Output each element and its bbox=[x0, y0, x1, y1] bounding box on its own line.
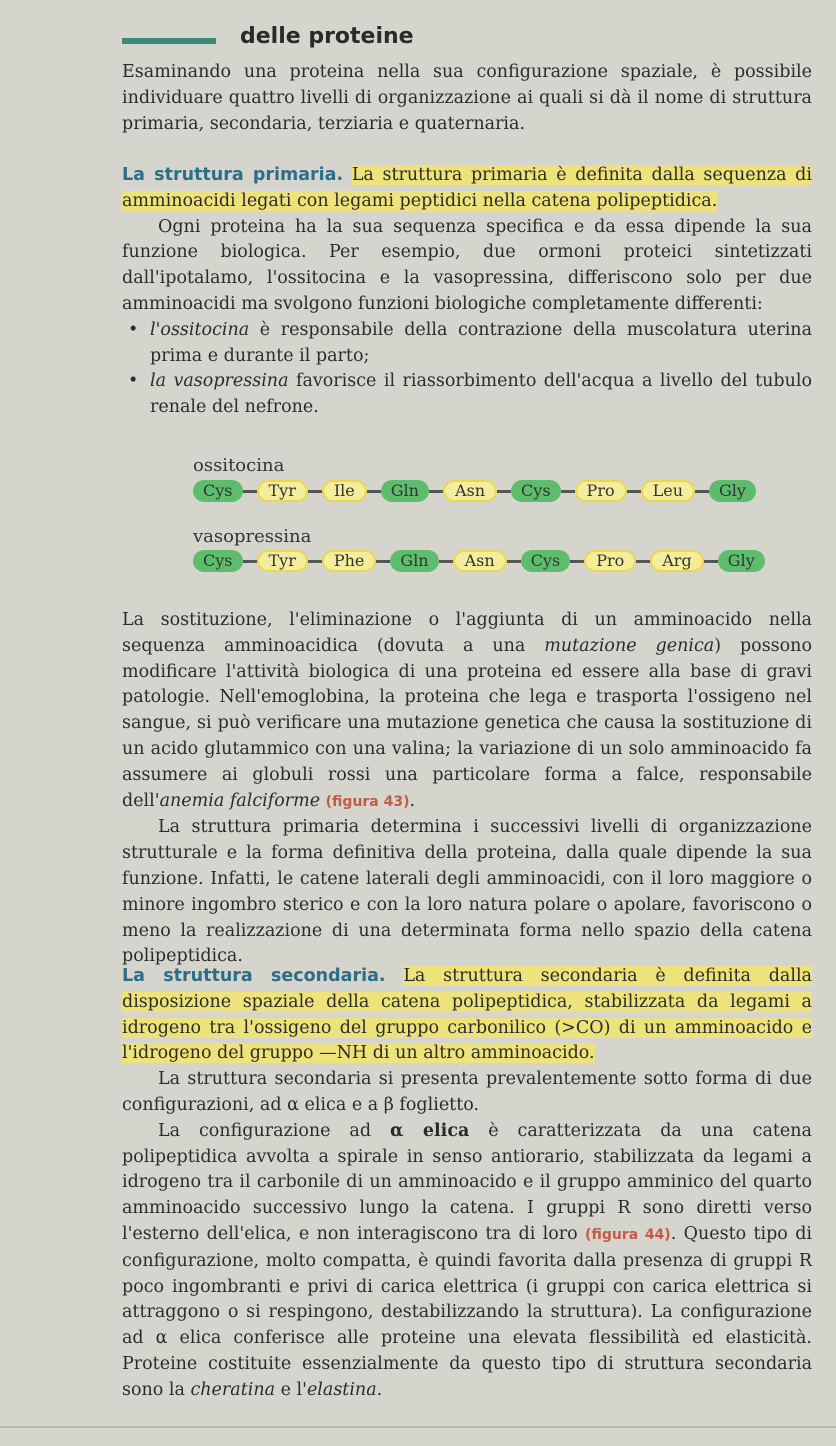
amino-acid-gly: Gly bbox=[718, 550, 765, 572]
amino-acid-pro: Pro bbox=[584, 550, 636, 572]
page-title: delle proteine bbox=[240, 24, 414, 49]
section-mutation bbox=[122, 608, 812, 970]
amino-acid-gly: Gly bbox=[709, 480, 756, 502]
mutation-paragraph: La sostituzione, l'eliminazione o l'aggiunta di un amminoacido nella sequenza amminoacidica (dovuta a una mutazione genica) possono modificare l'attività biologica di una proteina ed essere alla base di gravi patologie. Nell'emoglobina, la proteina che lega e trasporta l'ossigeno nel sangue, si può verificare una mutazione genetica che causa la sostituzione di un acido glutammico con una valina; la variazione di un solo amminoacido fa assumere ai globuli rossi una particolare forma a falce, responsabile dell'anemia falciforme (figura 43). bbox=[122, 610, 812, 811]
peptide-bond bbox=[636, 560, 650, 563]
amino-acid-arg: Arg bbox=[650, 550, 703, 572]
secondaria-paragraph-2: La configurazione ad α elica è caratterizzata da una catena polipeptidica avvolta a spirale in senso antiorario, stabilizzata da legami a idrogeno tra il carbonile di un amminoacido e il gruppo amminico del quarto amminoacido successivo lungo la catena. I gruppi R sono diretti verso l'esterno dell'elica, e non interagiscono tra di loro (figura 44). Questo tipo di configurazione, molto compatta, è quindi favorita dalla presenza di gruppi R poco ingombranti e privi di carica elettrica (i gruppi con carica elettrica si attraggono o si respingono, destabilizzando la struttura). La configurazione ad α elica conferisce alle proteine una elevata flessibilità ed elasticità. Proteine costituite essenzialmente da questo tipo di struttura secondaria sono la cheratina e l'elastina. bbox=[122, 1120, 812, 1400]
chain-label-ossitocina: ossitocina bbox=[193, 455, 285, 476]
hormone-list bbox=[122, 318, 812, 421]
secondaria-definition bbox=[122, 964, 812, 1067]
section-bar bbox=[122, 38, 216, 44]
figure-ref-44[interactable]: (figura 44) bbox=[585, 1226, 671, 1243]
primaria-highlight: La struttura primaria è definita dalla sequenza di amminoacidi legati con legami peptidici nella catena polipeptidica. bbox=[122, 165, 812, 211]
amino-chain-ossitocina bbox=[193, 480, 756, 502]
peptide-bond bbox=[243, 560, 257, 563]
section-primaria bbox=[122, 163, 812, 421]
peptide-bond bbox=[695, 490, 709, 493]
secondaria-heading: La struttura secondaria. bbox=[122, 966, 386, 986]
figure-ref-43[interactable]: (figura 43) bbox=[325, 793, 410, 810]
amino-acid-gln: Gln bbox=[390, 550, 438, 572]
primaria-heading: La struttura primaria. bbox=[122, 165, 344, 185]
amino-acid-phe: Phe bbox=[322, 550, 377, 572]
peptide-bond bbox=[570, 560, 584, 563]
amino-acid-leu: Leu bbox=[641, 480, 695, 502]
peptide-bond bbox=[627, 490, 641, 493]
peptide-bond bbox=[429, 490, 443, 493]
intro-paragraph: Esaminando una proteina nella sua configurazione spaziale, è possibile individuare quattro livelli di organizzazione ai quali si dà il nome di struttura primaria, secondaria, terziaria e quaternaria. bbox=[122, 62, 812, 134]
peptide-bond bbox=[243, 490, 257, 493]
peptide-bond bbox=[308, 560, 322, 563]
section-secondaria bbox=[122, 964, 812, 1404]
peptide-bond bbox=[376, 560, 390, 563]
peptide-bond bbox=[308, 490, 322, 493]
primaria-paragraph: Ogni proteina ha la sua sequenza specifica e da essa dipende la sua funzione biologica. Per esempio, due ormoni proteici sintetizzati dall'ipotalamo, l'ossitocina e la vasopressina, differiscono solo per due amminoacidi ma svolgono funzioni biologiche completamente differenti: bbox=[122, 216, 812, 314]
amino-acid-pro: Pro bbox=[575, 480, 627, 502]
list-item: • l'ossitocina è responsabile della contrazione della muscolatura uterina prima e durante il parto; bbox=[150, 318, 812, 370]
secondaria-paragraph-1: La struttura secondaria si presenta prevalentemente sotto forma di due configurazioni, ad α elica e a β foglietto. bbox=[122, 1069, 812, 1115]
secondaria-highlight: La struttura secondaria è definita dalla disposizione spaziale della catena polipeptidica, stabilizzata da legami a idrogeno tra l'ossigeno del gruppo carbonilico (>CO) di un amminoacido e l'idrogeno del gruppo —NH di un altro amminoacido. bbox=[122, 966, 812, 1064]
peptide-bond bbox=[561, 490, 575, 493]
chain-label-vasopressina: vasopressina bbox=[193, 526, 312, 547]
amino-acid-tyr: Tyr bbox=[257, 550, 308, 572]
amino-acid-ile: Ile bbox=[322, 480, 367, 502]
amino-chain-vasopressina bbox=[193, 550, 765, 572]
amino-acid-cys: Cys bbox=[193, 480, 243, 502]
amino-acid-cys: Cys bbox=[193, 550, 243, 572]
amino-acid-tyr: Tyr bbox=[257, 480, 308, 502]
peptide-bond bbox=[439, 560, 453, 563]
peptide-bond bbox=[367, 490, 381, 493]
list-item: • la vasopressina favorisce il riassorbimento dell'acqua a livello del tubulo renale del nefrone. bbox=[150, 369, 812, 421]
primaria-definition bbox=[122, 163, 812, 215]
peptide-bond bbox=[507, 560, 521, 563]
amino-acid-cys: Cys bbox=[511, 480, 561, 502]
peptide-bond bbox=[497, 490, 511, 493]
mutation-paragraph-2: La struttura primaria determina i successivi livelli di organizzazione strutturale e la forma definitiva della proteina, dalla quale dipende la sua funzione. Infatti, le catene laterali degli amminoacidi, con il loro maggiore o minore ingombro sterico e con la loro natura polare o apolare, favoriscono o meno la realizzazione di una determinata forma nello spazio della catena polipeptidica. bbox=[122, 817, 812, 967]
amino-acid-gln: Gln bbox=[381, 480, 429, 502]
page-edge bbox=[0, 1426, 836, 1428]
amino-acid-asn: Asn bbox=[453, 550, 507, 572]
amino-acid-cys: Cys bbox=[521, 550, 571, 572]
peptide-bond bbox=[704, 560, 718, 563]
amino-acid-asn: Asn bbox=[443, 480, 497, 502]
